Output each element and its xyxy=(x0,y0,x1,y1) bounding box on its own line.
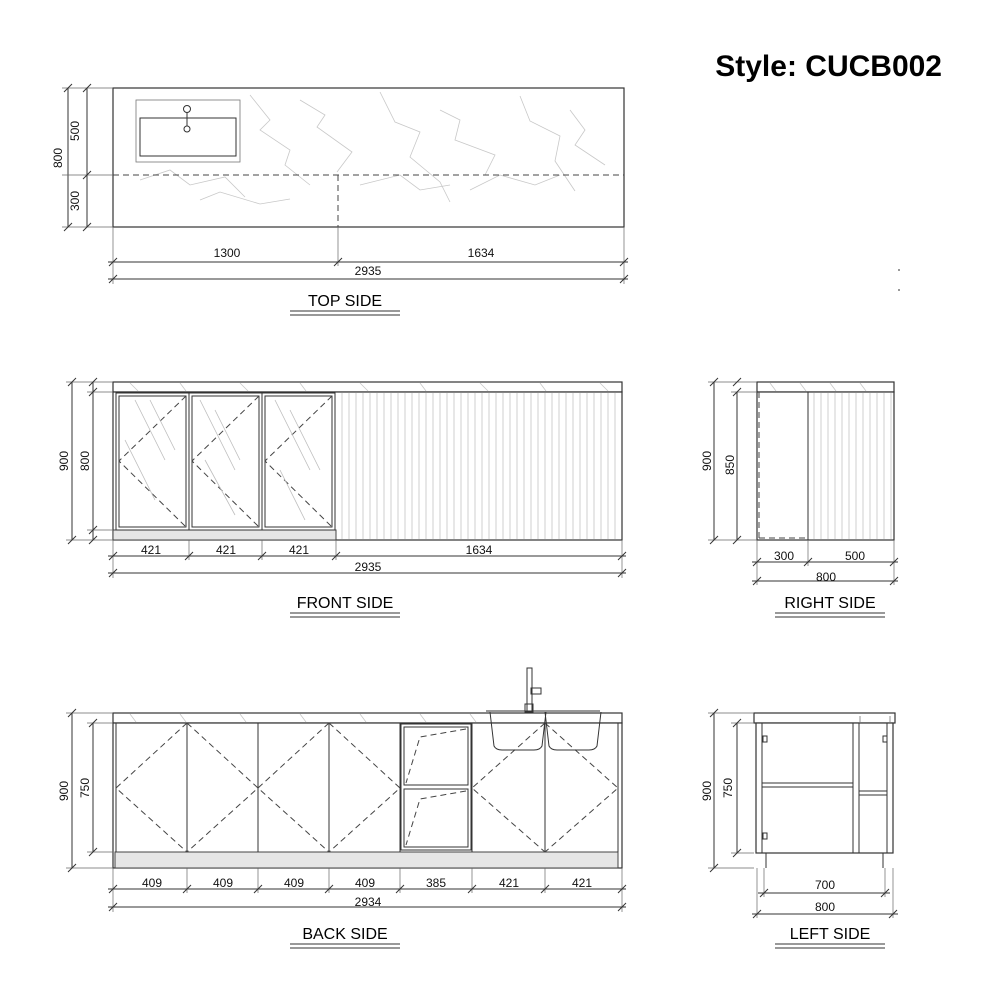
left-dim-inner: 700 xyxy=(814,878,836,892)
top-view-label: TOP SIDE xyxy=(307,293,383,310)
top-dim-depth-rear: 300 xyxy=(68,190,82,212)
right-countertop xyxy=(757,382,894,392)
top-dim-right: 1634 xyxy=(467,246,495,260)
left-view-label: LEFT SIDE xyxy=(789,926,871,943)
top-dim-left: 1300 xyxy=(213,246,241,260)
back-dim-d6: 421 xyxy=(498,876,520,890)
front-dim-door-1: 421 xyxy=(140,543,162,557)
back-dim-d7: 421 xyxy=(571,876,593,890)
right-dim-height-total: 900 xyxy=(700,450,714,472)
left-dim-total: 800 xyxy=(814,900,836,914)
back-dim-total: 2934 xyxy=(354,895,382,909)
top-view xyxy=(51,84,900,315)
front-view-label: FRONT SIDE xyxy=(296,595,394,612)
right-view-label: RIGHT SIDE xyxy=(784,595,876,612)
back-dim-d1: 409 xyxy=(141,876,163,890)
front-plinth xyxy=(113,530,336,540)
top-dim-depth-sink: 500 xyxy=(68,120,82,142)
back-dim-d5: 385 xyxy=(425,876,447,890)
left-view xyxy=(700,709,898,948)
front-dim-door-3: 421 xyxy=(288,543,310,557)
left-countertop xyxy=(754,713,895,723)
front-dim-total: 2935 xyxy=(354,560,382,574)
back-dim-d4: 409 xyxy=(354,876,376,890)
back-dim-height-total: 900 xyxy=(57,780,71,802)
top-countertop-outline xyxy=(113,88,624,227)
left-dim-height-body: 750 xyxy=(721,777,735,799)
left-dim-height-total: 900 xyxy=(700,780,714,802)
style-title: Style: CUCB002 xyxy=(715,50,942,83)
right-dim-total: 800 xyxy=(815,570,837,584)
front-dim-slat-panel: 1634 xyxy=(465,543,493,557)
back-view-label: BACK SIDE xyxy=(302,926,388,943)
back-dim-height-body: 750 xyxy=(78,777,92,799)
back-cabinet-body xyxy=(113,723,622,868)
back-view xyxy=(57,668,626,948)
top-dim-total: 2935 xyxy=(354,264,382,278)
front-view xyxy=(57,378,626,617)
right-view xyxy=(700,378,898,617)
back-plinth xyxy=(115,852,618,868)
right-cabinet-body xyxy=(757,392,894,540)
back-dim-d2: 409 xyxy=(212,876,234,890)
right-dim-right: 500 xyxy=(844,549,866,563)
right-dim-height-body: 850 xyxy=(723,454,737,476)
front-dim-height-body: 800 xyxy=(78,450,92,472)
left-cabinet-body xyxy=(756,723,893,853)
right-dim-left: 300 xyxy=(773,549,795,563)
back-dim-d3: 409 xyxy=(283,876,305,890)
front-dim-door-2: 421 xyxy=(215,543,237,557)
front-dim-height-total: 900 xyxy=(57,450,71,472)
top-dim-depth-total: 800 xyxy=(51,147,65,169)
